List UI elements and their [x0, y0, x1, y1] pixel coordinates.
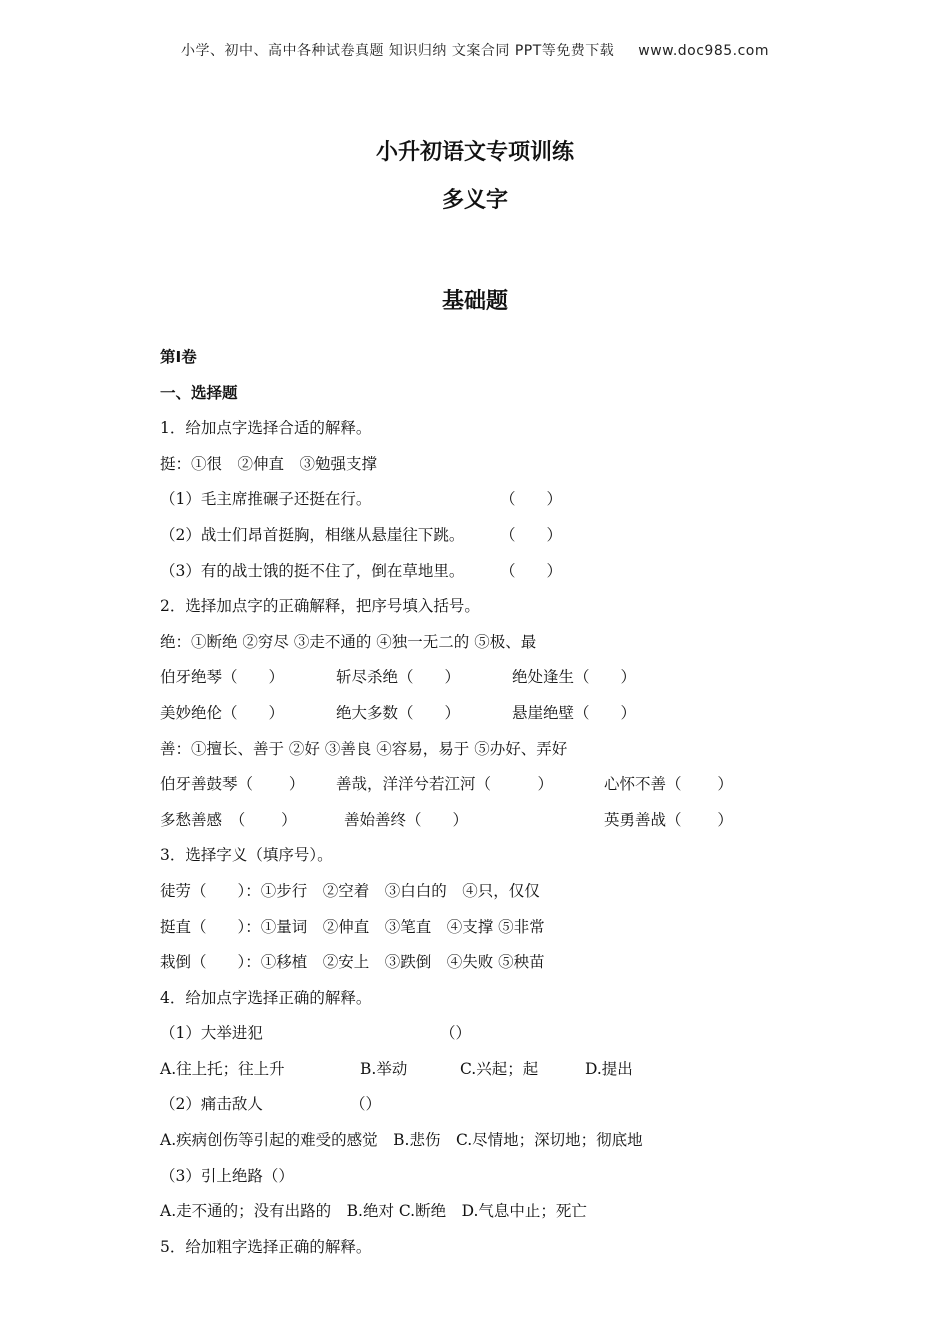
q2-jue-item[interactable]: 斩尽杀绝（ ）: [336, 668, 461, 687]
q1-item: [160, 518, 780, 554]
q1-item: [160, 554, 780, 590]
q4-sub: [160, 1016, 780, 1052]
answer-blank[interactable]: （ ）: [500, 525, 563, 544]
q2-shan-item[interactable]: 善始善终（ ）: [344, 810, 469, 829]
q5-stem: 5．给加粗字选择正确的解释。: [160, 1237, 372, 1256]
q4-sub: [160, 1087, 780, 1123]
q1-item: [160, 482, 780, 518]
q1-item-text: （3）有的战士饿的挺不住了，倒在草地里。: [160, 561, 465, 580]
answer-blank[interactable]: （ ）: [500, 561, 563, 580]
q1-stem: 1．给加点字选择合适的解释。: [160, 419, 372, 438]
q3-stem: 3．选择字义（填序号）。: [160, 846, 333, 865]
answer-blank[interactable]: （）: [350, 1095, 382, 1114]
q4-options: A.走不通的；没有出路的 B.绝对 C.断绝 D.气息中止；死亡: [160, 1202, 587, 1221]
part-label: 一、选择题: [160, 383, 238, 402]
doc-title: 小升初语文专项训练: [375, 140, 574, 165]
q4-options: [160, 1052, 780, 1088]
q4-options: A.疾病创伤等引起的难受的感觉 B.悲伤 C.尽情地；深切地；彻底地: [160, 1131, 643, 1150]
section-title: 基础题: [441, 289, 508, 314]
q4-sub[interactable]: （3）引上绝路（）: [160, 1166, 294, 1185]
q2-shan-item[interactable]: 伯牙善鼓琴（ ）: [160, 775, 305, 794]
q3-row[interactable]: 栽倒（ ）：①移植 ②安上 ③跌倒 ④失败 ⑤秧苗: [160, 953, 545, 972]
q2-shan-row: [160, 803, 780, 839]
q2-jue-item[interactable]: 伯牙绝琴（ ）: [160, 668, 285, 687]
q1-options: 挺：①很 ②伸直 ③勉强支撑: [160, 454, 378, 473]
q2-jue-item[interactable]: 悬崖绝壁（ ）: [512, 703, 637, 722]
q4-sub-text: （1）大举进犯: [160, 1024, 263, 1043]
q4-option: B.举动: [360, 1059, 408, 1078]
q2-shan-item[interactable]: 多愁善感 （ ）: [160, 810, 297, 829]
q2-stem: 2．选择加点字的正确解释，把序号填入括号。: [160, 597, 480, 616]
q1-item-text: （2）战士们昂首挺胸，相继从悬崖往下跳。: [160, 525, 465, 544]
page-header: [0, 40, 950, 60]
q2-jue-item[interactable]: 美妙绝伦（ ）: [160, 703, 285, 722]
q1-item-text: （1）毛主席推碾子还挺在行。: [160, 490, 372, 509]
q4-option: C.兴起；起: [460, 1059, 539, 1078]
q2-shan-row: [160, 767, 780, 803]
q4-option: D.提出: [585, 1059, 633, 1078]
q3-row[interactable]: 徒劳（ ）：①步行 ②空着 ③白白的 ④只，仅仅: [160, 881, 540, 900]
answer-blank[interactable]: （ ）: [500, 490, 563, 509]
header-tagline: 小学、初中、高中各种试卷真题 知识归纳 文案合同 PPT等免费下载: [180, 43, 615, 59]
q2-shan-item[interactable]: 英勇善战（ ）: [604, 810, 733, 829]
doc-subtitle: 多义字: [441, 188, 508, 213]
q2-jue-item[interactable]: 绝处逢生（ ）: [512, 668, 637, 687]
q2-shan-item[interactable]: 善哉，洋洋兮若江河（ ）: [336, 775, 554, 794]
header-site[interactable]: www.doc985.com: [638, 43, 770, 59]
q4-sub-text: （2）痛击敌人: [160, 1095, 263, 1114]
q2-shan-item[interactable]: 心怀不善（ ）: [604, 775, 733, 794]
answer-blank[interactable]: （）: [440, 1024, 472, 1043]
q2-jue-item[interactable]: 绝大多数（ ）: [336, 703, 461, 722]
volume-label: 第Ⅰ卷: [160, 348, 197, 366]
q2-jue-row: [160, 696, 780, 732]
q4-option: A.往上托；往上升: [160, 1059, 285, 1078]
q2-jue-options: 绝：①断绝 ②穷尽 ③走不通的 ④独一无二的 ⑤极、最: [160, 632, 537, 651]
q2-jue-row: [160, 660, 780, 696]
question-body: [160, 340, 780, 1265]
q3-row[interactable]: 挺直（ ）：①量词 ②伸直 ③笔直 ④支撑 ⑤非常: [160, 917, 545, 936]
q2-shan-options: 善：①擅长、善于 ②好 ③善良 ④容易，易于 ⑤办好、弄好: [160, 739, 568, 758]
q4-stem: 4．给加点字选择正确的解释。: [160, 988, 372, 1007]
